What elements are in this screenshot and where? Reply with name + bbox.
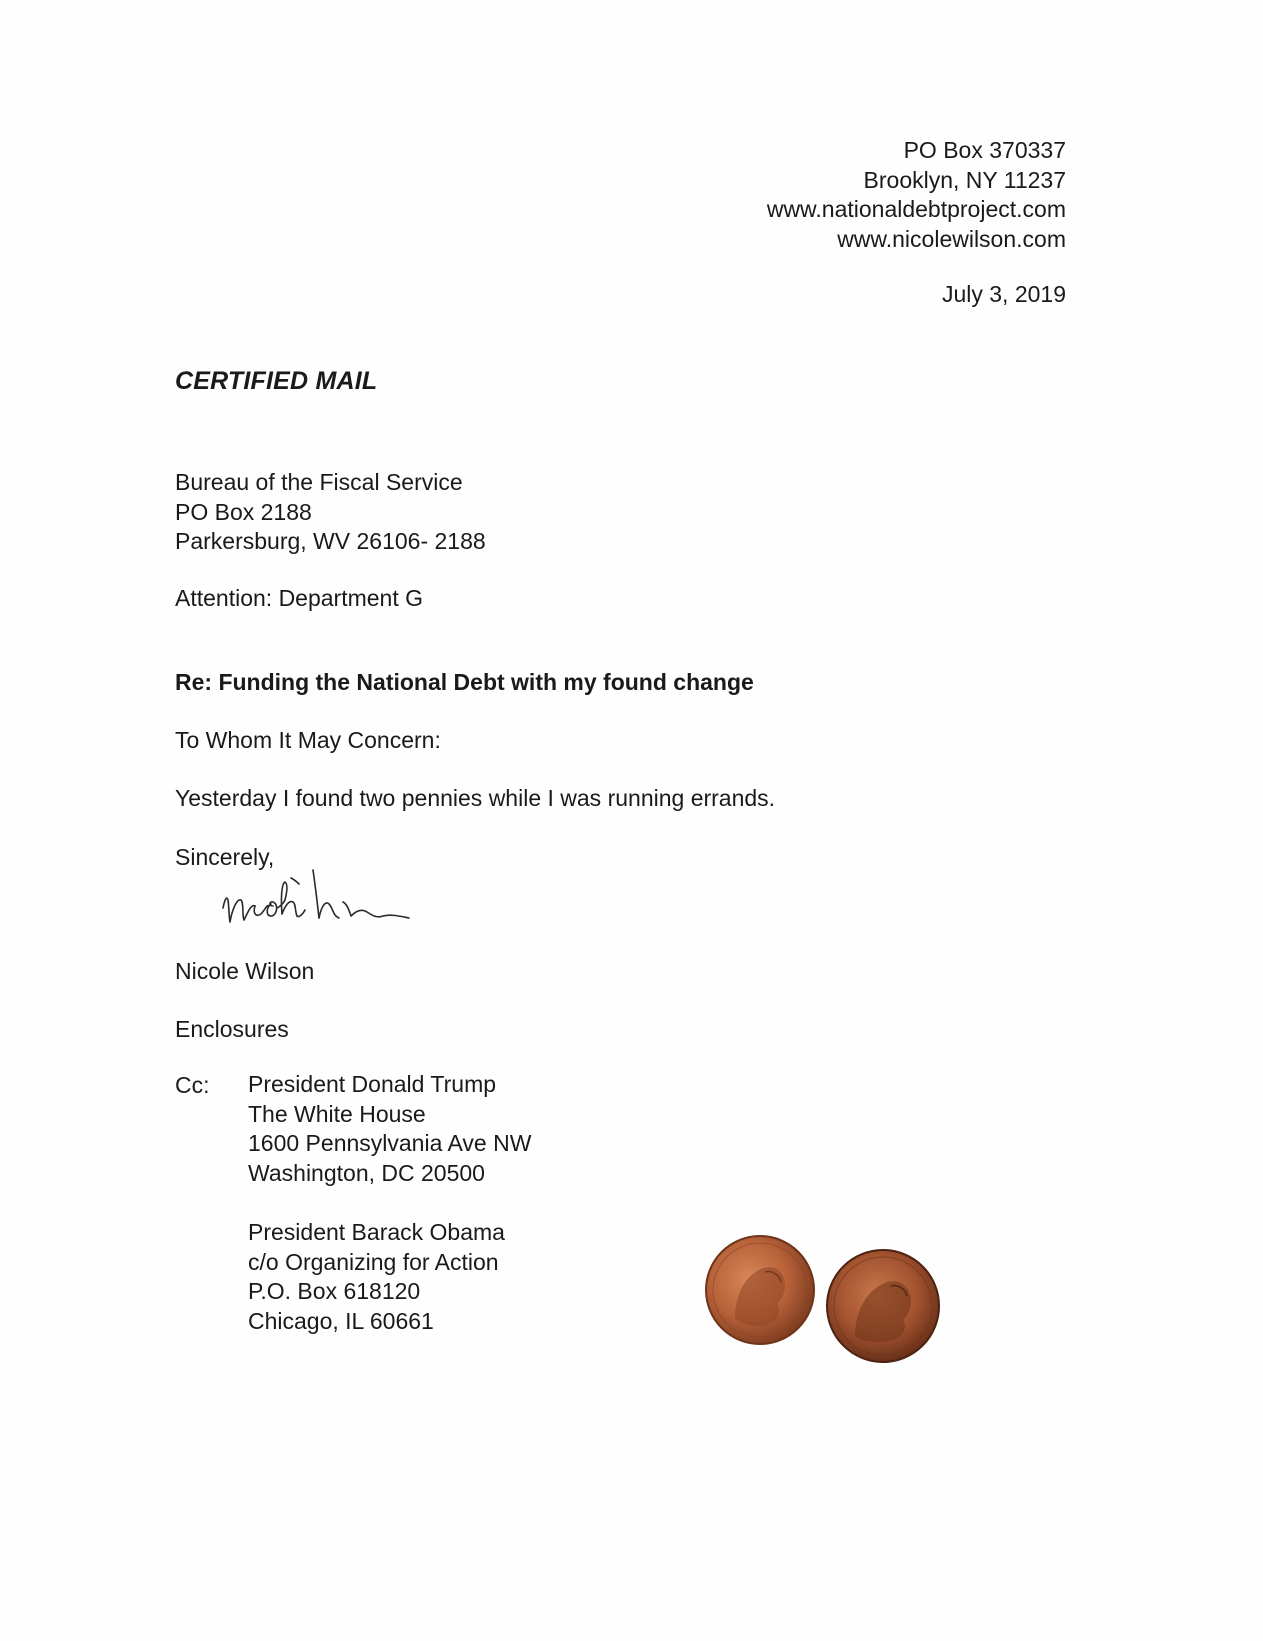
salutation: To Whom It May Concern: (175, 727, 441, 753)
two-pennies-image (705, 1228, 975, 1378)
handwritten-signature (215, 860, 465, 940)
cc-recipient-trump (248, 1070, 531, 1188)
cc-recipient-city: Chicago, IL 60661 (248, 1307, 434, 1334)
sender-website-national-debt: www.nationaldebtproject.com (766, 196, 1066, 222)
attention-line: Attention: Department G (175, 585, 424, 611)
cc-recipient-po-box: P.O. Box 618120 (248, 1278, 421, 1304)
penny-right (827, 1250, 939, 1362)
cc-label: Cc: (175, 1072, 210, 1098)
cc-recipient-org: The White House (248, 1100, 426, 1127)
enclosures-label: Enclosures (175, 1016, 289, 1042)
certified-mail-heading: CERTIFIED MAIL (175, 367, 378, 395)
sender-po-box: PO Box 370337 (903, 137, 1066, 163)
recipient-po-box: PO Box 2188 (175, 498, 312, 525)
recipient-name: Bureau of the Fiscal Service (175, 469, 463, 495)
penny-left (706, 1236, 814, 1344)
subject-line: Re: Funding the National Debt with my found change (175, 669, 754, 695)
cc-recipient-obama (248, 1218, 505, 1336)
cc-recipient-name: President Barack Obama (248, 1219, 505, 1245)
signer-name: Nicole Wilson (175, 958, 315, 984)
sender-city-state-zip: Brooklyn, NY 11237 (863, 166, 1066, 193)
recipient-address-block (175, 468, 486, 557)
cc-recipient-name: President Donald Trump (248, 1071, 497, 1097)
letter-date: July 3, 2019 (941, 281, 1066, 307)
sender-address-block (767, 136, 1066, 254)
sender-website-personal: www.nicolewilson.com (837, 225, 1066, 252)
recipient-city-state-zip: Parkersburg, WV 26106- 2188 (175, 528, 486, 554)
letter-body: Yesterday I found two pennies while I was running errands. (175, 785, 776, 811)
signature-text: nicole wi (340, 939, 344, 940)
closing: Sincerely, (175, 844, 275, 870)
cc-recipient-org: c/o Organizing for Action (248, 1248, 499, 1275)
cc-recipient-street: 1600 Pennsylvania Ave NW (248, 1130, 532, 1156)
cc-recipient-city: Washington, DC 20500 (248, 1159, 485, 1186)
